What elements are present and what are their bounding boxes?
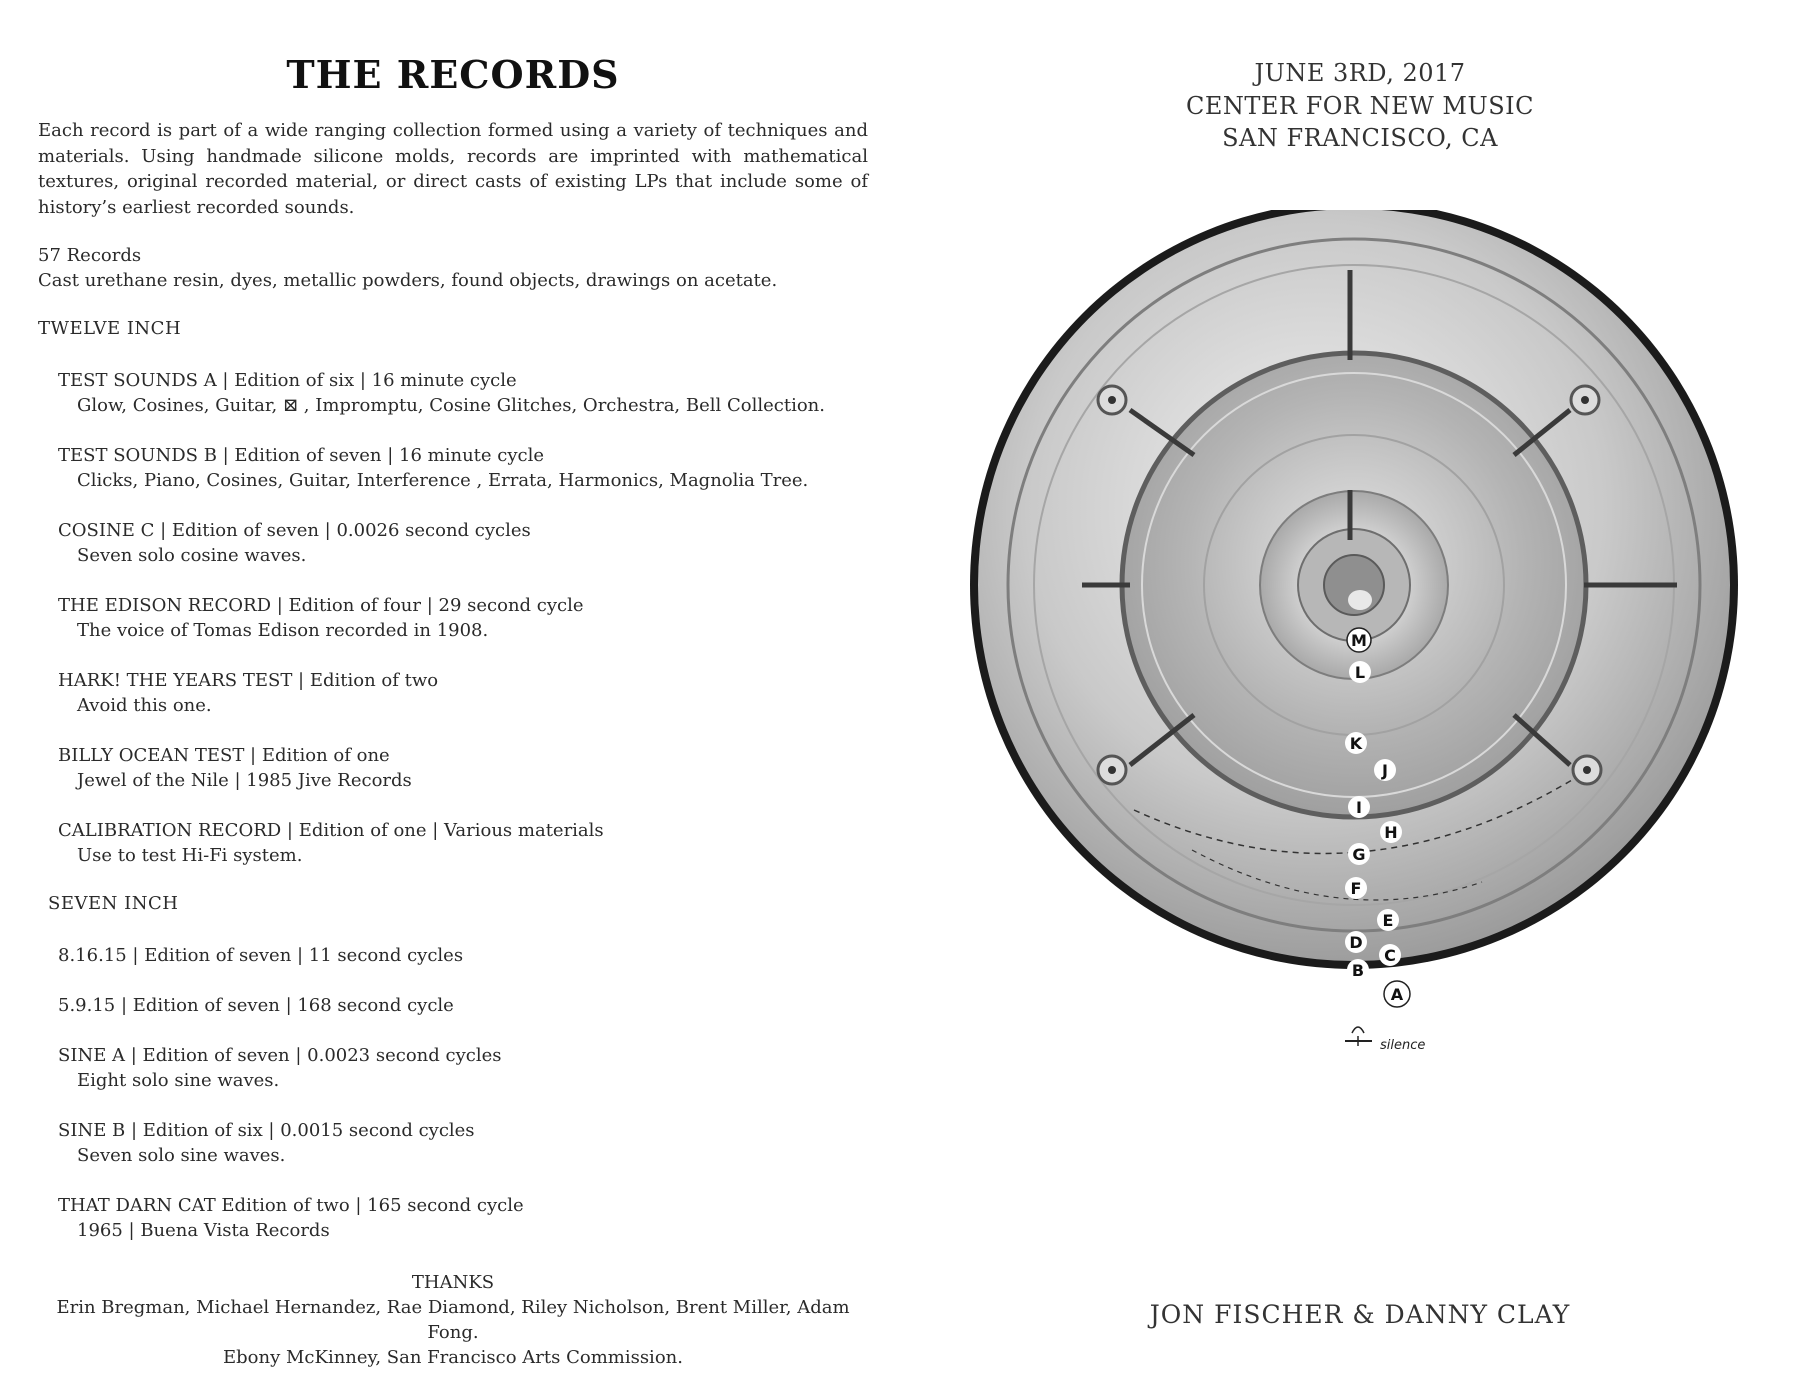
record-entry xyxy=(58,443,808,493)
record-description: 1965 | Buena Vista Records xyxy=(77,1220,330,1241)
record-entry xyxy=(58,668,438,718)
record-title: CALIBRATION RECORD | Edition of one | Various materials xyxy=(58,820,604,841)
record-description: The voice of Tomas Edison recorded in 1908. xyxy=(77,620,489,641)
record-description: Eight solo sine waves. xyxy=(77,1070,280,1091)
record-title: COSINE C | Edition of seven | 0.0026 second cycles xyxy=(58,520,531,541)
record-entry xyxy=(58,518,531,568)
marker-h: H xyxy=(1384,823,1398,842)
marker-l: L xyxy=(1354,663,1366,682)
record-title: TEST SOUNDS B | Edition of seven | 16 minute cycle xyxy=(58,445,545,466)
marker-k: K xyxy=(1349,734,1363,753)
record-entry xyxy=(58,1043,501,1093)
record-title: 8.16.15 | Edition of seven | 11 second cycles xyxy=(58,945,464,966)
record-entry xyxy=(58,818,604,868)
record-description: Seven solo cosine waves. xyxy=(77,545,307,566)
silence-mark xyxy=(1345,1027,1425,1053)
record-entry xyxy=(58,1118,475,1168)
record-title: THAT DARN CAT Edition of two | 165 second cycle xyxy=(58,1195,524,1216)
section-heading-seven-inch: SEVEN INCH xyxy=(48,893,179,914)
event-date: JUNE 3RD, 2017 xyxy=(1254,59,1466,87)
event-city: SAN FRANCISCO, CA xyxy=(1222,124,1498,152)
record-title: 5.9.15 | Edition of seven | 168 second cycle xyxy=(58,995,454,1016)
record-description: Avoid this one. xyxy=(77,695,212,716)
record-description: Seven solo sine waves. xyxy=(77,1145,286,1166)
marker-a: A xyxy=(1390,985,1404,1004)
collection-meta xyxy=(38,243,777,293)
thanks-block xyxy=(38,1270,868,1370)
marker-d: D xyxy=(1349,933,1363,952)
record-description: Use to test Hi-Fi system. xyxy=(77,845,303,866)
record-description: Clicks, Piano, Cosines, Guitar, Interference , Errata, Harmonics, Magnolia Tree. xyxy=(77,470,809,491)
record-title: THE EDISON RECORD | Edition of four | 29 second cycle xyxy=(58,595,584,616)
record-title: SINE B | Edition of six | 0.0015 second cycles xyxy=(58,1120,475,1141)
record-title: SINE A | Edition of seven | 0.0023 second cycles xyxy=(58,1045,502,1066)
marker-e: E xyxy=(1382,911,1394,930)
section-heading-twelve-inch: TWELVE INCH xyxy=(38,318,182,339)
record-title: HARK! THE YEARS TEST | Edition of two xyxy=(58,670,439,691)
record-count: 57 Records xyxy=(38,245,142,266)
marker-b: B xyxy=(1351,961,1365,980)
record-description: Jewel of the Nile | 1985 Jive Records xyxy=(77,770,412,791)
marker-i: I xyxy=(1356,798,1362,817)
thanks-heading: THANKS xyxy=(411,1272,495,1293)
intro-paragraph: Each record is part of a wide ranging collection formed using a variety of techniques and materials. Using handmade silicone molds, records are imprinted with mathematical textures, original recorded material, or direct casts of existing LPs that include some of history’s earliest recorded sounds. xyxy=(38,120,868,218)
record-entry xyxy=(58,593,584,643)
record-entry xyxy=(58,993,454,1018)
silence-label: silence xyxy=(1380,1038,1426,1053)
marker-j: J xyxy=(1382,761,1388,780)
event-venue: CENTER FOR NEW MUSIC xyxy=(1185,91,1535,120)
record-title: TEST SOUNDS A | Edition of six | 16 minute cycle xyxy=(58,370,517,391)
thanks-organizations: Ebony McKinney, San Francisco Arts Commission. xyxy=(223,1347,683,1368)
marker-f: F xyxy=(1350,879,1362,898)
record-entry xyxy=(58,1193,524,1243)
marker-c: C xyxy=(1384,946,1396,965)
record-title: BILLY OCEAN TEST | Edition of one xyxy=(58,745,390,766)
record-entry xyxy=(58,743,412,793)
thanks-names: Erin Bregman, Michael Hernandez, Rae Diamond, Riley Nicholson, Brent Miller, Adam Fong. xyxy=(56,1297,850,1343)
page-title: THE RECORDS xyxy=(286,52,620,97)
record-mold-illustration xyxy=(962,210,1762,970)
event-info xyxy=(960,57,1760,155)
materials-line: Cast urethane resin, dyes, metallic powders, found objects, drawings on acetate. xyxy=(38,270,778,291)
record-description: Glow, Cosines, Guitar, ⊠ , Impromptu, Cosine Glitches, Orchestra, Bell Collection. xyxy=(77,395,825,416)
marker-m: M xyxy=(1351,631,1367,650)
record-entry xyxy=(58,368,825,418)
marker-g: G xyxy=(1352,845,1366,864)
authors-credit: JON FISCHER & DANNY CLAY xyxy=(1149,1300,1571,1329)
lower-markers xyxy=(1300,958,1460,1068)
record-entry xyxy=(58,943,463,968)
